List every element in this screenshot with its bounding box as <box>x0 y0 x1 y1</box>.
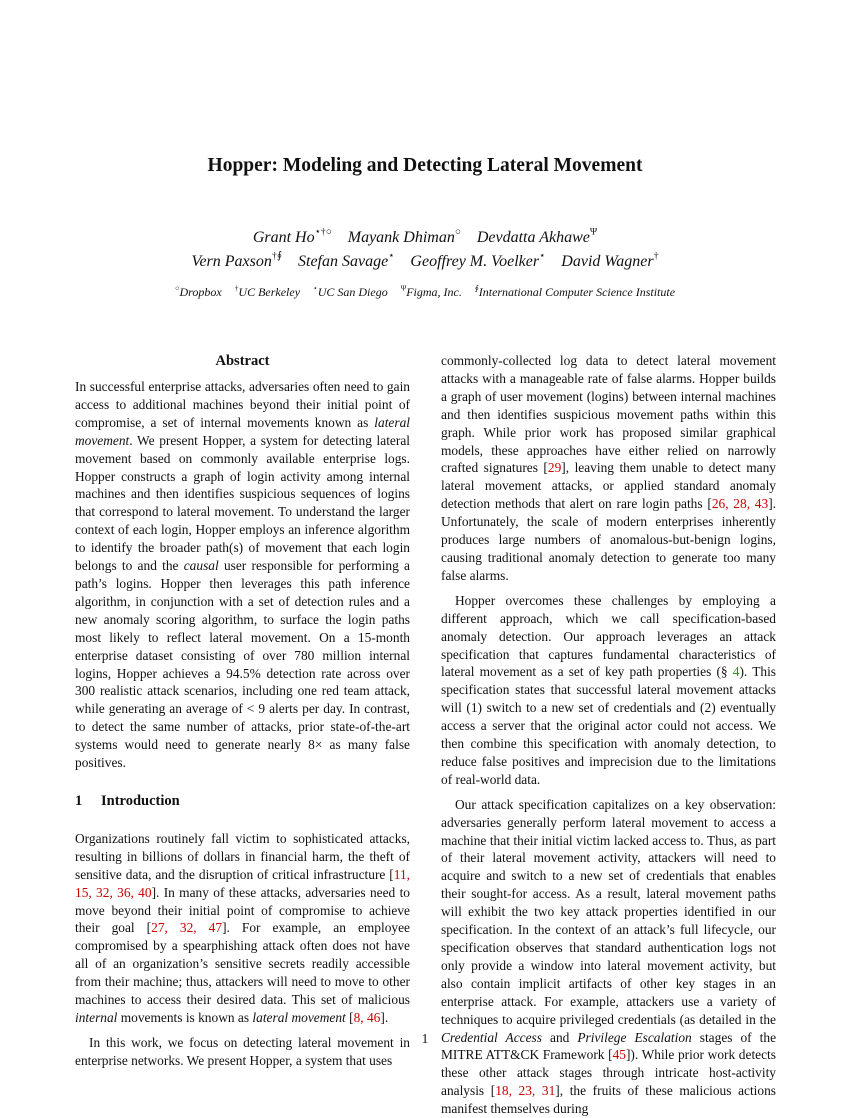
section-title: Introduction <box>101 792 180 809</box>
emphasis: Privilege Escalation <box>577 1029 692 1045</box>
affiliation-mark: † <box>234 283 239 293</box>
author <box>191 250 282 274</box>
text-run: ]). While prior work detects these other attack stages through intricate host-activity analysis [ <box>441 1047 776 1099</box>
emphasis: lateral movement <box>252 1010 346 1025</box>
text-run: movements is known as <box>117 1010 253 1025</box>
affiliation <box>401 283 462 301</box>
paper-title: Hopper: Modeling and Detecting Lateral Movement <box>207 155 643 176</box>
citation-link[interactable]: 11, 15, 32, 36, 40 <box>75 866 410 900</box>
affiliation-name: International Computer Science Institute <box>478 285 676 299</box>
citation-link[interactable]: 27, 32, 47 <box>151 920 223 936</box>
author-marks: ○ <box>454 226 461 238</box>
author <box>348 226 461 250</box>
citation-link[interactable]: 8, 46 <box>353 1010 381 1025</box>
intro-paragraph-1 <box>75 830 410 1027</box>
affiliation <box>175 283 222 301</box>
affiliation-mark: Ψ <box>400 283 407 293</box>
author-name: Stefan Savage <box>298 253 389 270</box>
text-run: ]. For example, an employee compromised by a spearphishing attack often does not have all of an organization’s sensitive secrets readily accessible from their machine; thus, attackers will need to move to other machines to access their desired data. This set of malicious <box>75 920 410 1008</box>
affiliation-name: UC San Diego <box>317 285 388 299</box>
text-run: ). This specification states that successful lateral movement attacks will (1) switch to a new set of credentials and (2) eventually access a server that the original actor could not access. We then combine this specification with anomaly detection, to reduce false positives and imprecision due to the limitations of real-world data. <box>441 664 776 787</box>
affiliation-name: Dropbox <box>179 285 222 299</box>
affiliation-list <box>0 283 850 301</box>
author-name: David Wagner <box>561 253 654 270</box>
author-marks: Ψ <box>589 226 598 238</box>
affiliation <box>235 283 300 301</box>
text-run: Our attack specification capitalizes on a key observation: adversaries generally perform lateral movement to access a machine that their initial victim lacked access to. Thus, as part of their lateral movement activity, attackers will need to acquire and switch to a new set of credentials that enables their sought-for access. As a result, lateral movement paths will exhibit the two key attack properties identified in our specification. In the context of an attack’s full lifecycle, our specification observes that standard authentication logs not only provide a window into lateral movement activity, but also contain implicit artifacts of other key stages in an enterprise attack. For example, attackers use a variety of techniques to acquire privileged credentials (as detailed in the <box>441 796 776 1027</box>
emphasis: causal <box>183 558 219 574</box>
text-run: ]. <box>380 1010 389 1025</box>
text-run: and <box>541 1029 578 1045</box>
affiliation-mark: ○ <box>174 283 180 293</box>
text-run: ]. Unfortunately, the scale of modern enterprises inherently produces large numbers of anomalous-but-benign logins, causing traditional anomaly detection to generate too many false alarms. <box>441 496 776 583</box>
text-run: . We present Hopper, a system for detecting lateral movement based on commonly available enterprise logs. Hopper constructs a graph of login activity among internal machines and then identifies suspicious sequences of logins that correspond to lateral movement. To understand the larger context of each login, Hopper employs an inference algorithm to identify the broader path(s) of movement that each login belongs to and the <box>75 432 410 574</box>
author <box>253 226 332 250</box>
right-paragraph-2 <box>441 592 776 789</box>
text-run: Organizations routinely fall victim to sophisticated attacks, resulting in billions of dollars in financial harm, the theft of sensitive data, and the disruption of critical infrastructure [ <box>75 830 410 882</box>
affiliation-mark: ∮ <box>474 283 479 293</box>
text-run: In successful enterprise attacks, adversaries often need to gain access to additional machines beyond their initial point of compromise, a set of internal movements known as <box>75 379 410 430</box>
abstract-heading: Abstract <box>215 353 270 369</box>
author <box>298 250 394 274</box>
affiliation-name: Figma, Inc. <box>406 285 462 299</box>
citation-link[interactable]: 26, 28, 43 <box>711 496 769 512</box>
right-paragraph-1 <box>441 352 776 585</box>
author-marks: ⋆†○ <box>314 226 332 238</box>
page-number: 1 <box>421 1031 429 1046</box>
author-marks: ⋆ <box>388 250 395 262</box>
citation-link[interactable]: 29 <box>547 460 562 476</box>
author-line-1 <box>0 226 850 250</box>
abstract-paragraph <box>75 378 410 772</box>
text-run: ], the fruits of these malicious actions manifest themselves during <box>441 1083 776 1117</box>
author-name: Devdatta Akhawe <box>476 229 590 246</box>
text-run: Hopper overcomes these challenges by employing a different approach, which we call specification-based anomaly detection. Our approach leverages an attack specification that captures fundamental characteristics of lateral movement as a set of key path properties (§ <box>441 592 776 680</box>
author-name: Grant Ho <box>252 229 315 246</box>
section-number: 1 <box>75 792 83 809</box>
text-run: [ <box>345 1010 354 1025</box>
left-column <box>75 352 410 1070</box>
author-line-2 <box>0 250 850 274</box>
text-run: stages of the MITRE ATT&CK Framework [ <box>441 1029 777 1063</box>
right-column <box>441 352 776 1118</box>
affiliation <box>313 283 388 301</box>
section-heading-introduction <box>75 792 410 810</box>
author-name: Mayank Dhiman <box>347 229 455 246</box>
emphasis: lateral movement <box>75 414 410 448</box>
text-run: ], leaving them unable to detect many lateral movement attacks, or applied standard anomaly detection methods that alert on rare login paths [ <box>441 460 776 512</box>
arxiv-sidebar <box>20 288 64 688</box>
affiliation-mark: ⋆ <box>313 283 318 293</box>
text-run: user responsible for performing a path’s logins. Hopper then leverages this path inference algorithm, in conjunction with a set of detection rules and a new anomaly scoring algorithm, to surface the login paths most likely to reflect lateral movement. On a 15-month enterprise dataset consisting of over 780 million internal logins, Hopper achieves a 94.5% detection rate across over 300 realistic attack scenarios, including one red team attack, while generating an average of < 9 alerts per day. In contrast, to detect the same number of attacks, prior state-of-the-art systems would need to generate nearly 8× as many false positives. <box>75 558 410 771</box>
author-marks: †∮ <box>271 250 282 262</box>
affiliation-name: UC Berkeley <box>238 285 301 299</box>
author-name: Vern Paxson <box>191 253 272 270</box>
author <box>561 250 658 274</box>
author <box>410 250 545 274</box>
emphasis: Credential Access <box>441 1029 542 1045</box>
intro-paragraph-2: In this work, we focus on detecting lateral movement in enterprise networks. We present Hopper, a system that uses <box>75 1034 410 1068</box>
section-crossref-link[interactable]: 4 <box>732 664 740 680</box>
author <box>477 226 597 250</box>
citation-link[interactable]: 18, 23, 31 <box>495 1083 556 1099</box>
text-run: commonly-collected log data to detect lateral movement attacks with a manageable rate of false alarms. Hopper builds a graph of user movement (logins) between internal machines and then identifies suspicious movement paths within this graph. While prior work has proposed similar graphical models, these approaches have either relied on narrowly crafted signatures [ <box>441 353 776 476</box>
citation-link[interactable]: 45 <box>612 1047 626 1063</box>
right-paragraph-3 <box>441 796 776 1118</box>
emphasis: internal <box>75 1010 118 1025</box>
author-marks: ⋆ <box>539 250 546 262</box>
author-name: Geoffrey M. Voelker <box>410 253 540 270</box>
affiliation <box>475 283 675 301</box>
author-list <box>0 226 850 274</box>
author-marks: † <box>653 250 659 262</box>
text-run: ]. In many of these attacks, adversaries need to move beyond their initial point of compromise to achieve their goal [ <box>75 884 410 936</box>
